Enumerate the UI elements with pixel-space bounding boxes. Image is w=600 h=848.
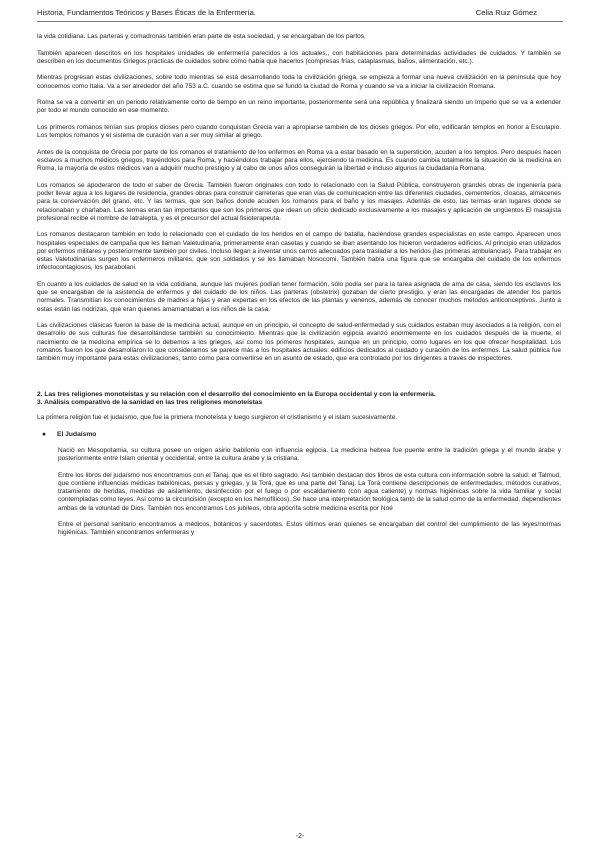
page-header bbox=[37, 7, 563, 22]
paragraph: Nació en Mesopotamia, su cultura posee un origen asirio babilonio con influencia egipcia. La medicina hebrea fue puente entre la tradición griega y el mundo árabe y posteriormente entre Islam oriental y occidental, entre la cultura árabe y la cristiana. bbox=[58, 446, 561, 463]
paragraph: Entre el personal sanitario encontramos a médicos, botánicos y sacerdotes. Estos últimos eran quienes se encargaban del control del cumplimiento de las leyes/normas higiénicas. También encontramos enfermeras y bbox=[58, 521, 561, 537]
section-heading-2: 2. Las tres religiones monoteístas y su relación con el desarrollo del conocimiento en la Europa occidental y con la enfermería. bbox=[37, 390, 436, 398]
section-heading-3: 3. Análisis comparativo de la sanidad en las tres religiones monoteístas bbox=[37, 398, 263, 406]
paragraph: Mientras progresan estas civilizaciones, sobre todo mientras se está desarrollando toda la civilización griega, se empieza a formar una nueva civilización en la península que hoy conocemos como Italia. Va a ser alrededor del año 753 a.C. cuando se estima que se fundó la ciudad de Roma y cuando se va a iniciar la civilización Romana. bbox=[37, 74, 561, 90]
bullet-dot-icon: ● bbox=[42, 430, 47, 438]
paragraph: la vida cotidiana. Las parteras y comadronas también eran parte de esta sociedad, y se encargaban de los partos. bbox=[37, 33, 366, 40]
paragraph: En cuanto a los cuidados de salud en la vida cotidiana, aunque las mujeres podían tener formación, sólo podía ser para la tarea asignada de ama de casa, siendo los esclavos los que se encargaban de la asistencia de enfermos y del cuidado de los niños. Las parteras (obstetrix) gozaban de cierto prestigio, y eran las encargadas de atender los partos normales. Transmitían los conocimientos de madres a hijas y eran expertas en los efectos de las plantas y venenos, además de conocer muchos métodos anticonceptivos. Junto a estas están las nodrizas, que eran quienes amamantaban a los niños de la casa. bbox=[37, 280, 561, 313]
paragraph: Los romanos destacaron también en todo lo relacionado con el cuidado de los heridos en el campo de batalla, haciéndose grandes especialistas en este campo. Aparecen unos hospitales especiales de campaña que les llaman Valetudinaria, primeramente eran casetas y cuando se iban asentando los hicieron verdaderos edificios. Al principio eran utilizados por enfermos militares y posteriormente también por civiles. Incluso llegan a inventar unos carros adecuados para trasladar a los heridos (las primeras ambulancias). Para trabajar en estas Valetudinarias surgen los enfermeros militares, que son soldados y se les llamaban Nosocomi. También había una figura que se encargaba del cuidado de los enfermos infectocontagiosos, los parabolani. bbox=[37, 231, 561, 272]
bullet-judaism bbox=[37, 431, 561, 439]
paragraph: Los romanos se apoderaron de todo el saber de Grecia. También fueron originales con todo lo relacionado con la Salud Pública, construyeron grandes obras de ingeniería para poder llevar agua a los lugares de residencia, grandes obras para construir carreteras que eran vías de comunicación entre las diferentes ciudades, cementerios, cloacas, almacenes para la conservación del grano, etc. Y las termas, que son baños donde acuden los romanos para el baño y los masajes. Además de esto, las termas eran lugares donde se relacionaban y charlaban. Las termas eran tan importantes que son los primeros que idean un oficio dedicado exclusivamente a los masajes y aplicación de ungüentos El masajista profesional recibe el nombre de Iatraleptа, y es el precursor del actual fisioterapeuta. bbox=[37, 181, 561, 222]
paragraph: Los primeros romanos tenían sus propios dioses pero cuando conquistan Grecia van a apropiarse también de los dioses griegos. Por ello, edificarán templos en honor a Esculapio. Los templos romanos y el sistema de curación van a ser muy similar al griego. bbox=[37, 123, 561, 140]
intro-paragraph: La primera religión fue el judaísmo, que fue la primera monoteísta y luego surgieron el cristianismo y el islam sucesivamente. bbox=[37, 414, 398, 422]
bullet-label: El Judaísmo bbox=[57, 430, 97, 438]
judaism-section bbox=[37, 447, 561, 538]
header-author: Celia Ruiz Gómez bbox=[475, 8, 537, 17]
section-gap bbox=[37, 372, 561, 391]
paragraph: Antes de la conquista de Grecia por parte de los romanos el tratamiento de los enfermos en Roma va a estar basado en la superstición, acuden a los templos. Pero después hacen esclavos a muchos médicos griegos, trayéndolos para Roma, y haciéndolos trabajar para ellos, ejerciendo la medicina. Es cuando cambia totalmente la situación de la medicina en Roma, la mayoría de estos médicos van a adquirir mucho prestigio y al cabo de unos años conseguirán la libertad e incluso algunos la ciudadanía Romana. bbox=[37, 148, 561, 173]
paragraph: Entre los libros del judaísmo nos encontramos con el Tanaj, que es el libro sagrado. Así también destacan dos libros de esta cultura con información sobre la salud: el Talmud, que contiene influencias médicas babilónicas, persas y griegas, y la Torá, que es una parte del Tanaj. La Torá contiene descripciones de enfermedades, métodos curativos, tratamiento de heridas, medidas de aislamiento, desinfección por el fuego o por escaldamiento (con agua caliente) y normas higiénicas sobre la vida familiar y social contempladas como leyes. Así como la circuncisión (excepto en los hemofílicos). Se hace una interpretación teológica tanto de la salud como de la enfermedad, dependientes ambas de la voluntad de Dios. También nos encontramos Los jubileos, obra apócrifa sobre medicina escrita por Noé bbox=[58, 471, 561, 512]
page-number: -2- bbox=[295, 831, 305, 840]
page-body bbox=[37, 33, 561, 546]
header-title: Historia, Fundamentos Teóricos y Bases Éticas de la Enfermería. bbox=[37, 8, 256, 17]
paragraph: También aparecen descritos en los hospitales unidades de enfermería parecidos a los actuales,, con habitaciones para determinadas actividades de cuidados. Y también se describen en los documentos Griegos prácticas de cuidados sobre cómo había que hacerlos (compresas frías, cataplasmas, baños, alimentación, etc.). bbox=[37, 49, 561, 65]
paragraph: Las civilizaciones clásicas fueron la base de la medicina actual, aunque en un principio, el concepto de salud-enfermedad y sus cuidados estaban muy asociados a la religión, con el desarrollo de sus culturas fue desarrollándose también su conocimiento. Mientras que la civilización egipcia avanzó enormemente en los cuidados después de la muerte, el nacimiento de la medicina empírica se lo debemos a los griegos, así como los primeros hospitales, aunque en un principio, como lugares en los que ofrecer hospitalidad. Los romanos fueron los que desarrollaron lo que consideramos se parece más a los hospitales actuales: edificios dedicados al cuidado y curación de los enfermos. La salud pública fue también muy importante para estas civilizaciones, tanto como para convertirse en un asunto de estado, que era controlado por los dirigentes a través de inspectores. bbox=[37, 322, 561, 363]
paragraph: Roma se va a convertir en un periodo relativamente corto de tiempo en un reino importante, posteriormente será una república y finalizará siendo un Imperio que se va a extender por todo el mundo conocido en ese momento. bbox=[37, 99, 561, 115]
